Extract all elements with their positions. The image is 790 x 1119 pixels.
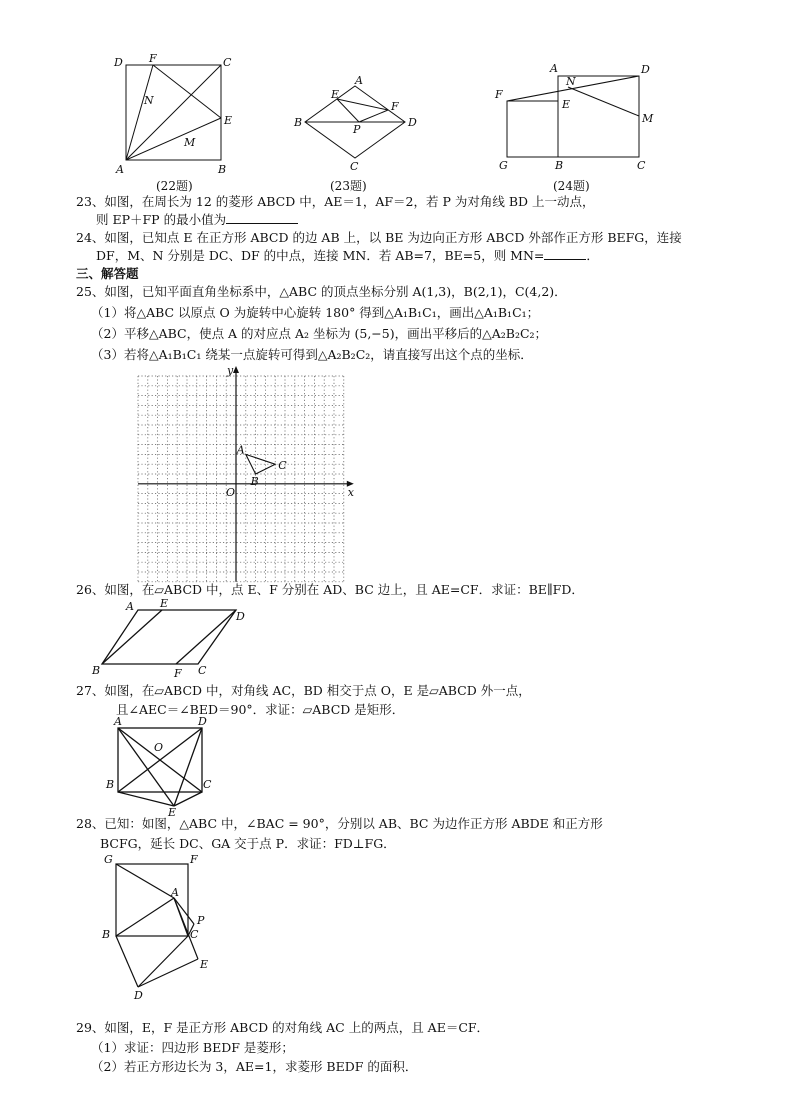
label-f: F — [391, 100, 399, 113]
label-a: A — [114, 715, 122, 728]
figure-22 — [108, 52, 246, 178]
figure-23 — [290, 74, 430, 176]
q25-sub3: （3）若将△A₁B₁C₁ 绕某一点旋转可得到△A₂B₂C₂，请直接写出这个点的坐标． — [91, 347, 533, 362]
label-a: A — [126, 600, 134, 613]
q25-sub2: （2）平移△ABC，使点 A 的对应点 A₂ 坐标为 (5,−5)，画出平移后的△A₂B₂C₂； — [91, 326, 548, 341]
label-c: C — [223, 56, 232, 69]
q27-line2: 且∠AEC＝∠BED＝90°．求证：▱ABCD 是矩形． — [116, 702, 405, 717]
label-e: E — [200, 958, 209, 971]
label-f: F — [174, 667, 182, 680]
coordinate-grid — [125, 364, 355, 579]
label-c: C — [637, 159, 646, 172]
label-a: A — [550, 62, 558, 75]
label-a: A — [355, 74, 363, 87]
answer-blank-24[interactable] — [544, 259, 586, 260]
q26-line1: 26、如图，在▱ABCD 中，点 E、F 分别在 AD、BC 边上，且 AE=CF．求证：BE∥FD． — [76, 582, 584, 597]
label-c: C — [190, 928, 199, 941]
label-f: F — [495, 88, 503, 101]
q24-line2-text: DF，M、N 分别是 DC、DF 的中点，连接 MN．若 AB=7，BE=5，则 MN= — [96, 248, 545, 263]
q23-line1: 23、如图，在周长为 12 的菱形 ABCD 中，AE＝1，AF＝2，若 P 为对角线 BD 上一动点， — [76, 194, 595, 209]
label-b: B — [92, 664, 101, 677]
point-label-c: C — [278, 459, 287, 473]
label-e: E — [331, 88, 340, 101]
q29-sub2: （2）若正方形边长为 3，AE=1，求菱形 BEDF 的面积． — [91, 1059, 418, 1074]
q24-line1: 24、如图，已知点 E 在正方形 ABCD 的边 AB 上，以 BE 为边向正方形 ABCD 外部作正方形 BEFG，连接 — [76, 230, 682, 245]
label-f: F — [149, 52, 157, 65]
figure-24 — [490, 58, 670, 178]
label-c: C — [198, 664, 207, 677]
label-e: E — [168, 806, 177, 819]
figure-26 — [88, 596, 248, 680]
q27-line1: 27、如图，在▱ABCD 中，对角线 AC，BD 相交于点 O，E 是▱ABCD 外一点， — [76, 683, 531, 698]
label-a: A — [116, 163, 124, 176]
figure-27 — [104, 714, 220, 820]
label-d: D — [236, 610, 245, 623]
q29-line1: 29、如图，E，F 是正方形 ABCD 的对角线 AC 上的两点，且 AE＝CF． — [76, 1020, 490, 1035]
label-g: G — [104, 853, 113, 866]
label-b: B — [294, 116, 303, 129]
label-n: N — [566, 75, 576, 88]
origin-label: O — [226, 485, 236, 499]
q23-line2-text: 则 EP＋FP 的最小值为 — [96, 212, 227, 227]
label-b: B — [555, 159, 564, 172]
label-d: D — [408, 116, 417, 129]
figure-28 — [100, 852, 225, 1002]
label-d: D — [198, 715, 207, 728]
axis-label-x: x — [347, 485, 355, 499]
answer-blank-23[interactable] — [226, 223, 298, 224]
q25-line1: 25、如图，已知平面直角坐标系中，△ABC 的顶点坐标分别 A(1,3)，B(2,1)，C(4,2)． — [76, 284, 567, 299]
label-e: E — [160, 597, 169, 610]
q24-line2 — [96, 248, 599, 264]
axis-label-y: y — [227, 364, 234, 377]
label-b: B — [102, 928, 111, 941]
label-o: O — [154, 741, 164, 754]
q28-line1: 28、已知：如图，△ABC 中，∠BAC = 90°，分别以 AB、BC 为边作正方形 ABDE 和正方形 — [76, 816, 603, 831]
label-p: P — [353, 123, 361, 136]
q28-line2: BCFG，延长 DC、GA 交于点 P．求证：FD⊥FG． — [100, 836, 396, 851]
label-p: P — [197, 914, 205, 927]
q24-line2-end: ． — [586, 248, 599, 263]
label-d: D — [114, 56, 123, 69]
label-a: A — [171, 886, 179, 899]
label-b: B — [218, 163, 227, 176]
label-m: M — [642, 112, 654, 125]
caption-24: (24题) — [553, 179, 590, 193]
label-d: D — [641, 63, 650, 76]
label-e: E — [562, 98, 571, 111]
q29-sub1: （1）求证：四边形 BEDF 是菱形； — [91, 1040, 294, 1055]
label-c: C — [350, 160, 359, 173]
label-b: B — [106, 778, 115, 791]
label-c: C — [203, 778, 212, 791]
label-g: G — [499, 159, 508, 172]
label-f: F — [190, 853, 198, 866]
y-axis-arrow — [233, 366, 239, 373]
caption-23: (23题) — [330, 179, 367, 193]
point-label-a: A — [236, 443, 245, 457]
point-label-b: B — [250, 475, 259, 488]
q25-sub1: （1）将△ABC 以原点 O 为旋转中心旋转 180° 得到△A₁B₁C₁，画出△A₁B₁C₁； — [91, 305, 540, 320]
label-d: D — [134, 989, 143, 1002]
label-n: N — [144, 94, 154, 107]
caption-22: (22题) — [156, 179, 193, 193]
label-e: E — [224, 114, 233, 127]
section-heading: 三、解答题 — [76, 266, 139, 281]
q23-line2 — [96, 212, 298, 228]
label-m: M — [184, 136, 196, 149]
